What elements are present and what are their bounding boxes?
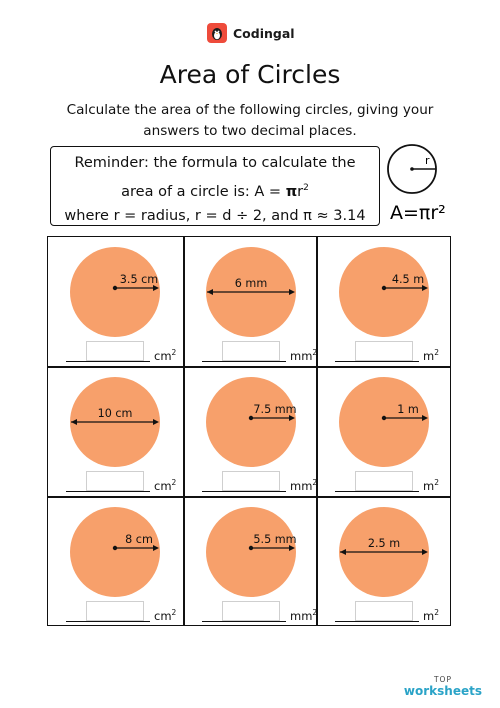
answer-box[interactable] <box>222 471 280 491</box>
radius-diagram <box>385 136 465 226</box>
circle-cell <box>184 497 318 627</box>
radius-label: r <box>425 154 430 167</box>
unit-label: $m^2$ <box>423 608 439 623</box>
penguin-logo-icon <box>207 23 227 43</box>
brand-name: Codingal <box>233 25 295 41</box>
footer-top: TOP <box>433 675 452 684</box>
answer-box[interactable] <box>355 471 413 491</box>
instructions: Calculate the area of the following circles, giving your answers to two decimal places. <box>66 102 434 139</box>
measurement-label: 6 mm <box>234 277 268 290</box>
unit-label: $cm^2$ <box>154 348 177 363</box>
answer-line <box>335 621 419 622</box>
answer-box[interactable] <box>355 341 413 361</box>
unit-label: $m^2$ <box>423 348 439 363</box>
answer-line <box>202 361 286 362</box>
circle-cell <box>184 367 318 497</box>
reminder-box <box>50 146 380 226</box>
answer-box[interactable] <box>222 601 280 621</box>
answer-box[interactable] <box>86 341 144 361</box>
measurement-label: 4.5 m <box>391 273 425 286</box>
answer-box[interactable] <box>86 471 144 491</box>
answer-box[interactable] <box>355 601 413 621</box>
unit-label: $m^2$ <box>423 478 439 493</box>
measurement-label: 2.5 m <box>367 537 401 550</box>
unit-label: $mm^2$ <box>290 608 318 623</box>
answer-line <box>202 621 286 622</box>
measurement-label: 5.5 mm <box>253 533 297 546</box>
answer-line <box>335 361 419 362</box>
answer-line <box>66 491 150 492</box>
circle-cell <box>317 237 451 367</box>
measurement-label: 7.5 mm <box>253 403 297 416</box>
circle-cell <box>317 497 451 627</box>
unit-label: $mm^2$ <box>290 348 318 363</box>
formula-label: A=πr² <box>390 202 446 224</box>
answer-line <box>66 621 150 622</box>
answer-box[interactable] <box>222 341 280 361</box>
circle-cell <box>317 367 451 497</box>
measurement-label: 1 m <box>397 403 419 416</box>
circle-cell <box>48 497 182 627</box>
reminder-line-1: Reminder: the formula to calculate the <box>74 155 356 171</box>
unit-label: $cm^2$ <box>154 608 177 623</box>
answer-box[interactable] <box>86 601 144 621</box>
reminder-line-3: where r = radius, r = d ÷ 2, and π ≈ 3.14 <box>64 207 366 224</box>
footer-bottom: worksheets <box>403 684 482 698</box>
page-title: Area of Circles <box>159 60 341 89</box>
measurement-label: 10 cm <box>97 407 133 420</box>
circle-cell <box>184 237 318 367</box>
reminder-line-2: area of a circle is: $A = \pi r^2$ <box>121 182 309 200</box>
unit-label: $mm^2$ <box>290 478 318 493</box>
answer-line <box>335 491 419 492</box>
unit-label: $cm^2$ <box>154 478 177 493</box>
circle-cell <box>48 367 182 497</box>
answer-line <box>202 491 286 492</box>
answer-line <box>66 361 150 362</box>
footer-watermark <box>404 675 482 698</box>
circle-cell <box>48 237 182 367</box>
measurement-label: 8 cm <box>125 533 153 546</box>
measurement-label: 3.5 cm <box>119 273 159 286</box>
codingal-logo <box>207 23 295 43</box>
